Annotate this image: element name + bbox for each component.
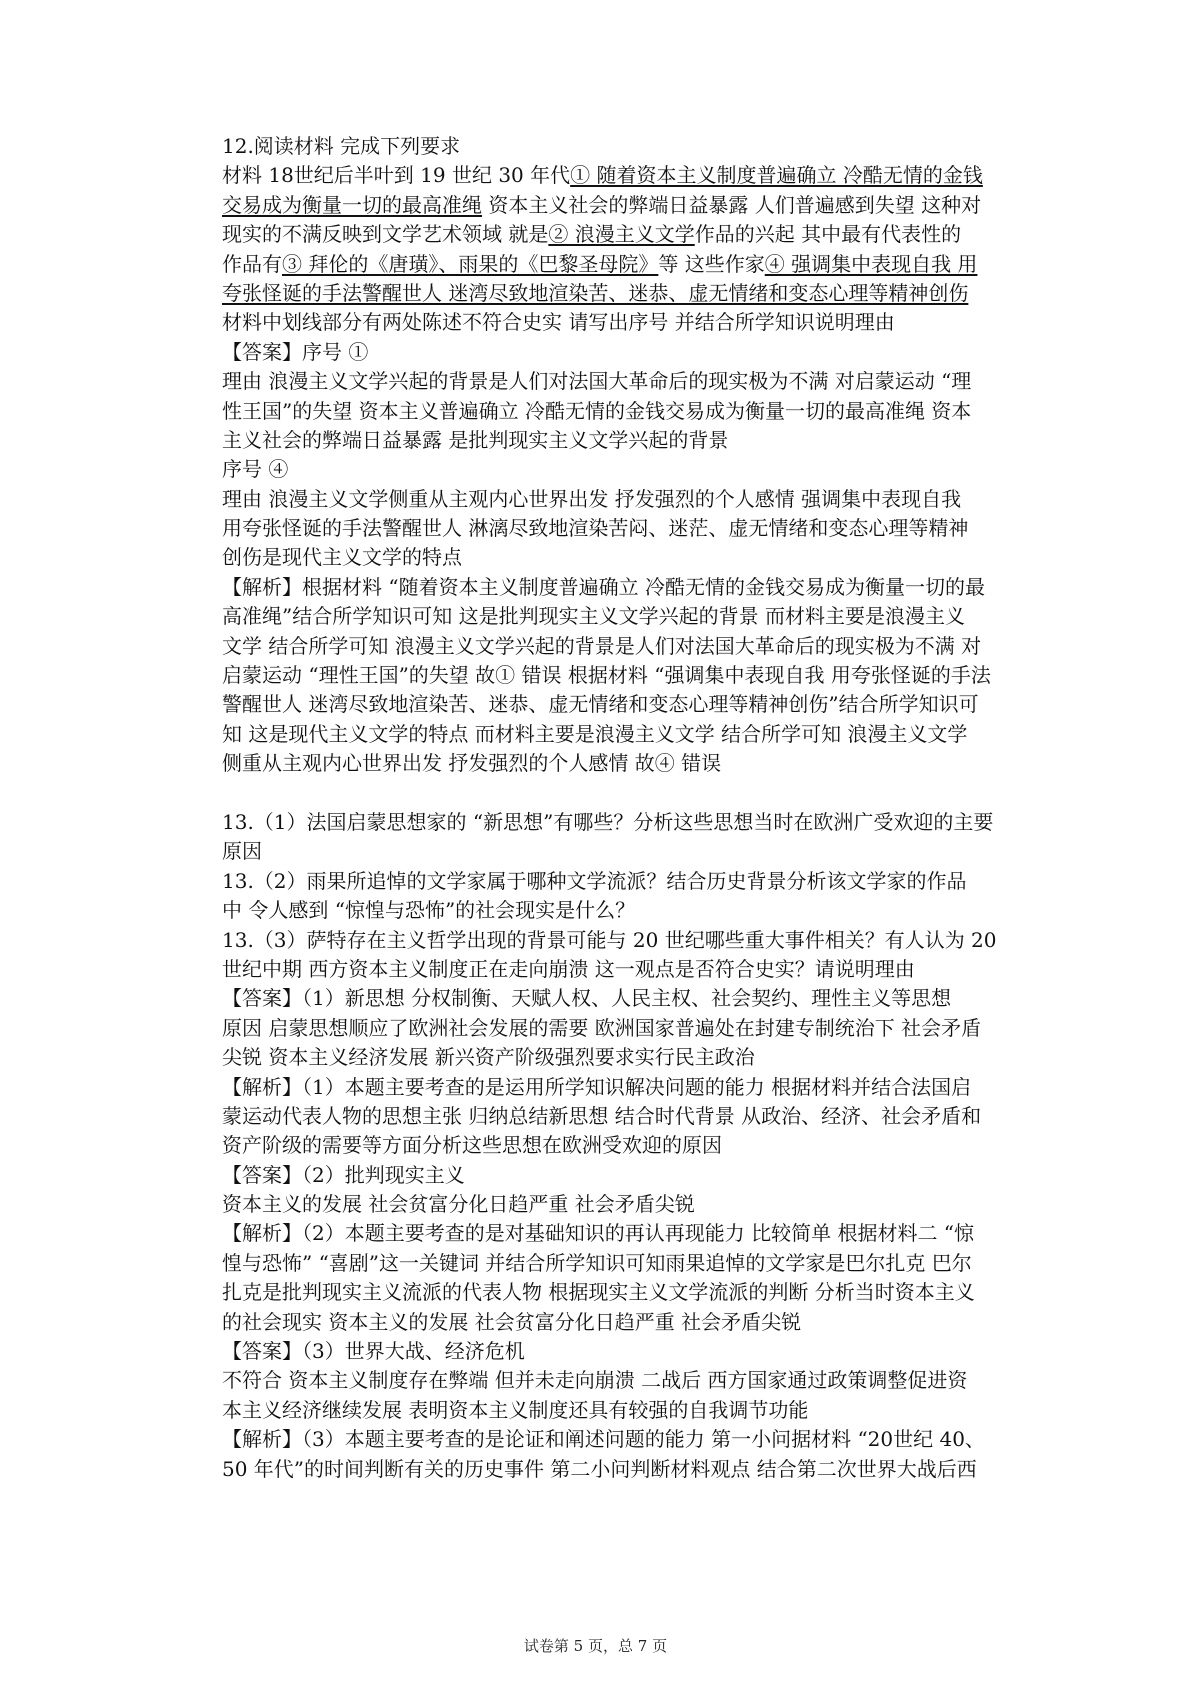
q12-analysis-line: 侧重从主观内心世界出发 抒发强烈的个人感情 故④ 错误: [222, 751, 722, 776]
q12-analysis-line: 警醒世人 迷湾尽致地渲染苦、迷恭、虚无情绪和变态心理等精神创伤”结合所学知识可: [222, 692, 979, 717]
q13-line: 本主义经济继续发展 表明资本主义制度还具有较强的自我调节功能: [222, 1397, 809, 1422]
material-text: 作品有: [222, 251, 282, 276]
section-gap: [222, 779, 1022, 808]
q13-line: 原因: [222, 839, 262, 864]
q12-answer-1: 【答案】序号 ①: [222, 339, 369, 364]
underlined-statement-1: ① 随着资本主义制度普遍确立 冷酷无情的金钱: [570, 163, 983, 188]
q13-line: 【答案】（3）世界大战、经济危机: [222, 1339, 525, 1364]
q13-line: 【答案】（1）新思想 分权制衡、天赋人权、人民主权、社会契约、理性主义等思想: [222, 986, 952, 1011]
page-footer: 试卷第 5 页，总 7 页: [523, 1637, 668, 1655]
q13-line: 不符合 资本主义制度存在弊端 但并未走向崩溃 二战后 西方国家通过政策调整促进资: [222, 1368, 968, 1393]
material-text: 资本主义社会的弊端日益暴露 人们普遍感到失望 这种对: [482, 192, 982, 217]
q12-reason-2-line: 理由 浪漫主义文学侧重从主观内心世界出发 抒发强烈的个人感情 强调集中表现自我: [222, 486, 962, 511]
page-content: [222, 132, 1022, 1484]
q13-line: 的社会现实 资本主义的发展 社会贫富分化日趋严重 社会矛盾尖锐: [222, 1309, 802, 1334]
q12-answer-2: 序号 ④: [222, 457, 289, 482]
material-intro: 材料 18世纪后半叶到 19 世纪 30 年代: [222, 163, 571, 188]
q13-line: 资产阶级的需要等方面分析这些思想在欧洲受欢迎的原因: [222, 1133, 722, 1158]
q13-line: 50 年代”的时间判断有关的历史事件 第二小问判断材料观点 结合第二次世界大战后西: [222, 1456, 977, 1481]
q12-material-line-5: [222, 279, 1022, 308]
material-text: 作品的兴起 其中最有代表性的: [694, 222, 962, 247]
material-text: 现实的不满反映到文学艺术领域 就是: [222, 222, 549, 247]
q13-line: 13.（2）雨果所追悼的文学家属于哪种文学流派？结合历史背景分析该文学家的作品: [222, 868, 967, 893]
q12-material-line-2: [222, 191, 1022, 220]
q12-material-line-3: [222, 220, 1022, 249]
q13-line: 中 令人感到 “惊惶与恐怖”的社会现实是什么？: [222, 898, 636, 923]
q12-analysis-line: 文学 结合所学可知 浪漫主义文学兴起的背景是人们对法国大革命后的现实极为不满 对: [222, 633, 982, 658]
q12-material-line-1: [222, 161, 1022, 190]
q13-line: 【解析】（1）本题主要考查的是运用所学知识解决问题的能力 根据材料并结合法国启: [222, 1074, 972, 1099]
q12-analysis-line: 知 这是现代主义文学的特点 而材料主要是浪漫主义文学 结合所学可知 浪漫主义文学: [222, 721, 968, 746]
underlined-statement-4-cont: 夸张怪诞的手法警醒世人 迷湾尽致地渲染苦、迷恭、虚无情绪和变态心理等精神创伤: [222, 280, 969, 305]
q12-title: 12.阅读材料 完成下列要求: [222, 134, 461, 158]
material-text: 等 这些作家: [658, 251, 765, 276]
q12-reason-2-line: 创伤是现代主义文学的特点: [222, 545, 462, 570]
q13-line: 世纪中期 西方资本主义制度正在走向崩溃 这一观点是否符合史实？请说明理由: [222, 956, 915, 981]
q12-analysis-line: 启蒙运动 “理性王国”的失望 故① 错误 根据材料 “强调集中表现自我 用夸张怪诞的手法: [222, 663, 991, 688]
q13-line: 【解析】（2）本题主要考查的是对基础知识的再认再现能力 比较简单 根据材料二 “惊: [222, 1221, 975, 1246]
q13-line: 【解析】（3）本题主要考查的是论证和阐述问题的能力 第一小问据材料 “20世纪 40、: [222, 1427, 985, 1452]
q13-line: 【答案】（2）批判现实主义: [222, 1162, 465, 1187]
underlined-statement-4: ④ 强调集中表现自我 用: [764, 251, 978, 276]
underlined-statement-2: ② 浪漫主义文学: [548, 222, 695, 247]
q12-analysis-line: 【解析】根据材料 “随着资本主义制度普遍确立 冷酷无情的金钱交易成为衡量一切的最: [222, 574, 985, 599]
q13-line: 尖锐 资本主义经济发展 新兴资产阶级强烈要求实行民主政治: [222, 1045, 755, 1070]
q12-material-line-4: [222, 250, 1022, 279]
q13-line: 扎克是批判现实主义流派的代表人物 根据现实主义文学流派的判断 分析当时资本主义: [222, 1280, 975, 1305]
q12-question: 材料中划线部分有两处陈述不符合史实 请写出序号 并结合所学知识说明理由: [222, 310, 895, 335]
q12-reason-1-line: 性王国”的失望 资本主义普遍确立 冷酷无情的金钱交易成为衡量一切的最高准绳 资本: [222, 398, 972, 423]
q13-line: 13.（3）萨特存在主义哲学出现的背景可能与 20 世纪哪些重大事件相关？有人认为 20: [222, 927, 997, 952]
q13-line: 惶与恐怖” “喜剧”这一关键词 并结合所学知识可知雨果追悼的文学家是巴尔扎克 巴尔: [222, 1250, 972, 1275]
q13-line: 资本主义的发展 社会贫富分化日趋严重 社会矛盾尖锐: [222, 1192, 695, 1217]
q12-reason-1-line: 理由 浪漫主义文学兴起的背景是人们对法国大革命后的现实极为不满 对启蒙运动 “理: [222, 369, 972, 394]
q13-line: 原因 启蒙思想顺应了欧洲社会发展的需要 欧洲国家普遍处在封建专制统治下 社会矛盾: [222, 1015, 982, 1040]
underlined-statement-3: ③ 拜伦的《唐璜》、雨果的《巴黎圣母院》: [282, 251, 659, 276]
q12-reason-1-line: 主义社会的弊端日益暴露 是批判现实主义文学兴起的背景: [222, 427, 729, 452]
q12-reason-2-line: 用夸张怪诞的手法警醒世人 淋漓尽致地渲染苦闷、迷茫、虚无情绪和变态心理等精神: [222, 516, 969, 541]
q13-line: 蒙运动代表人物的思想主张 归纳总结新思想 结合时代背景 从政治、经济、社会矛盾和: [222, 1103, 982, 1128]
q12-analysis-line: 高准绳”结合所学知识可知 这是批判现实主义文学兴起的背景 而材料主要是浪漫主义: [222, 604, 965, 629]
underlined-statement-1-cont: 交易成为衡量一切的最高准绳: [222, 192, 482, 217]
q13-line: 13.（1）法国启蒙思想家的 “新思想”有哪些？分析这些思想当时在欧洲广受欢迎的主要: [222, 809, 994, 834]
